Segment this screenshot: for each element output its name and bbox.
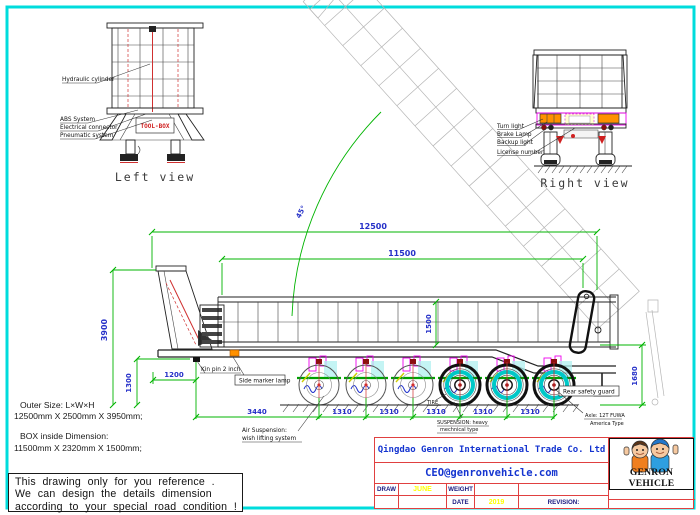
license-number-label: License number [497, 150, 544, 156]
electrical-connector-label: Electrical connector [60, 125, 118, 131]
dim-axle-spacing-3: 1310 [426, 408, 446, 416]
dim-tip-angle: 45° [294, 204, 308, 220]
date-value: 2019 [475, 496, 519, 508]
air-suspension-label-1: Air Suspension: [242, 428, 287, 434]
right-view-caption: Right view [540, 176, 630, 190]
dim-overall-height: 3900 [100, 318, 109, 342]
box-size-title: BOX inside Dimension: [20, 431, 109, 442]
draw-value: JUNE [399, 484, 447, 496]
hydraulic-cylinder-label: Hydraulic cylinder [62, 77, 115, 83]
left-view-caption: Left view [114, 170, 196, 184]
disclaimer-line-2: We can design the details dimension [15, 488, 212, 501]
weight-label: WEIGHT [447, 484, 475, 496]
logo-text: GENRON VEHICLE [628, 467, 675, 489]
air-suspension-label-2: wish lifting system [242, 436, 297, 442]
turn-light-label: Turn light [497, 124, 524, 130]
side-marker-lamp-label: Side marker lamp [239, 378, 291, 385]
outer-size-value: 12500mm X 2500mm X 3950mm; [14, 411, 143, 422]
mechanical-suspension-label-1: SUSPENSION: heavy [437, 420, 488, 426]
axle-label-1: Axle: 12T FUWA [585, 413, 625, 419]
tip-angle-arc [292, 112, 381, 316]
dim-axle-spacing-4: 1310 [473, 408, 493, 416]
abs-system-label: ABS System [60, 117, 95, 123]
dim-rear-height: 1680 [631, 366, 639, 386]
tipped-body-ghost [298, 0, 642, 329]
mechanical-suspension-label-2: mechnical type [440, 427, 479, 433]
date-label: DATE [447, 496, 475, 508]
left-view [60, 23, 204, 184]
kingpin-label: Kin pin 2 inch [201, 367, 241, 373]
weight-value-empty [475, 484, 519, 496]
box-size-value: 11500mm X 2320mm X 1500mm; [14, 442, 142, 453]
company-logo [609, 438, 694, 490]
backup-light-label: Backup light [497, 140, 533, 146]
dim-overall-length: 12500 [359, 222, 387, 231]
pneumatic-system-label: Pneumatic system [60, 133, 114, 139]
disclaimer-line-1: This drawing only for you reference . [15, 476, 215, 488]
title-block [374, 437, 694, 509]
draw-label: DRAW [375, 484, 399, 496]
revision-label: REVISION: [519, 496, 609, 508]
company-name: Qingdao Genron International Trade Co. Ltd [375, 438, 609, 463]
tire-label: TIRE [427, 400, 439, 406]
size-notes [14, 400, 194, 454]
row4-empty-1 [375, 496, 399, 508]
dim-box-inner-height: 1500 [425, 314, 433, 334]
disclaimer-line-3: according to your special road condition ! [15, 500, 237, 513]
outer-size-title: Outer Size: L×W×H [20, 400, 95, 410]
dim-axle-spacing-2: 1310 [379, 408, 399, 416]
axle-label-2: America Type [590, 421, 624, 427]
company-email: CEO@genronvehicle.com [375, 463, 609, 484]
title-block-right-row [609, 490, 695, 500]
dim-box-length: 11500 [388, 249, 416, 258]
right-view [496, 50, 632, 190]
dim-kingpin-to-axle: 3440 [247, 408, 267, 416]
dim-axle-spacing-5: 1310 [520, 408, 540, 416]
dim-fifth-wheel-height: 1300 [125, 373, 133, 393]
dim-kingpin-setback: 1200 [164, 371, 184, 379]
disclaimer-note [8, 473, 243, 512]
brake-lamp-label: Brake Lamp [497, 132, 532, 138]
row3-empty [519, 484, 609, 496]
rear-safety-guard-label: Rear safety guard [563, 389, 615, 396]
toolbox-label: TOOL-BOX [140, 123, 170, 130]
row4-empty-2 [399, 496, 447, 508]
dim-axle-spacing-1: 1310 [332, 408, 352, 416]
